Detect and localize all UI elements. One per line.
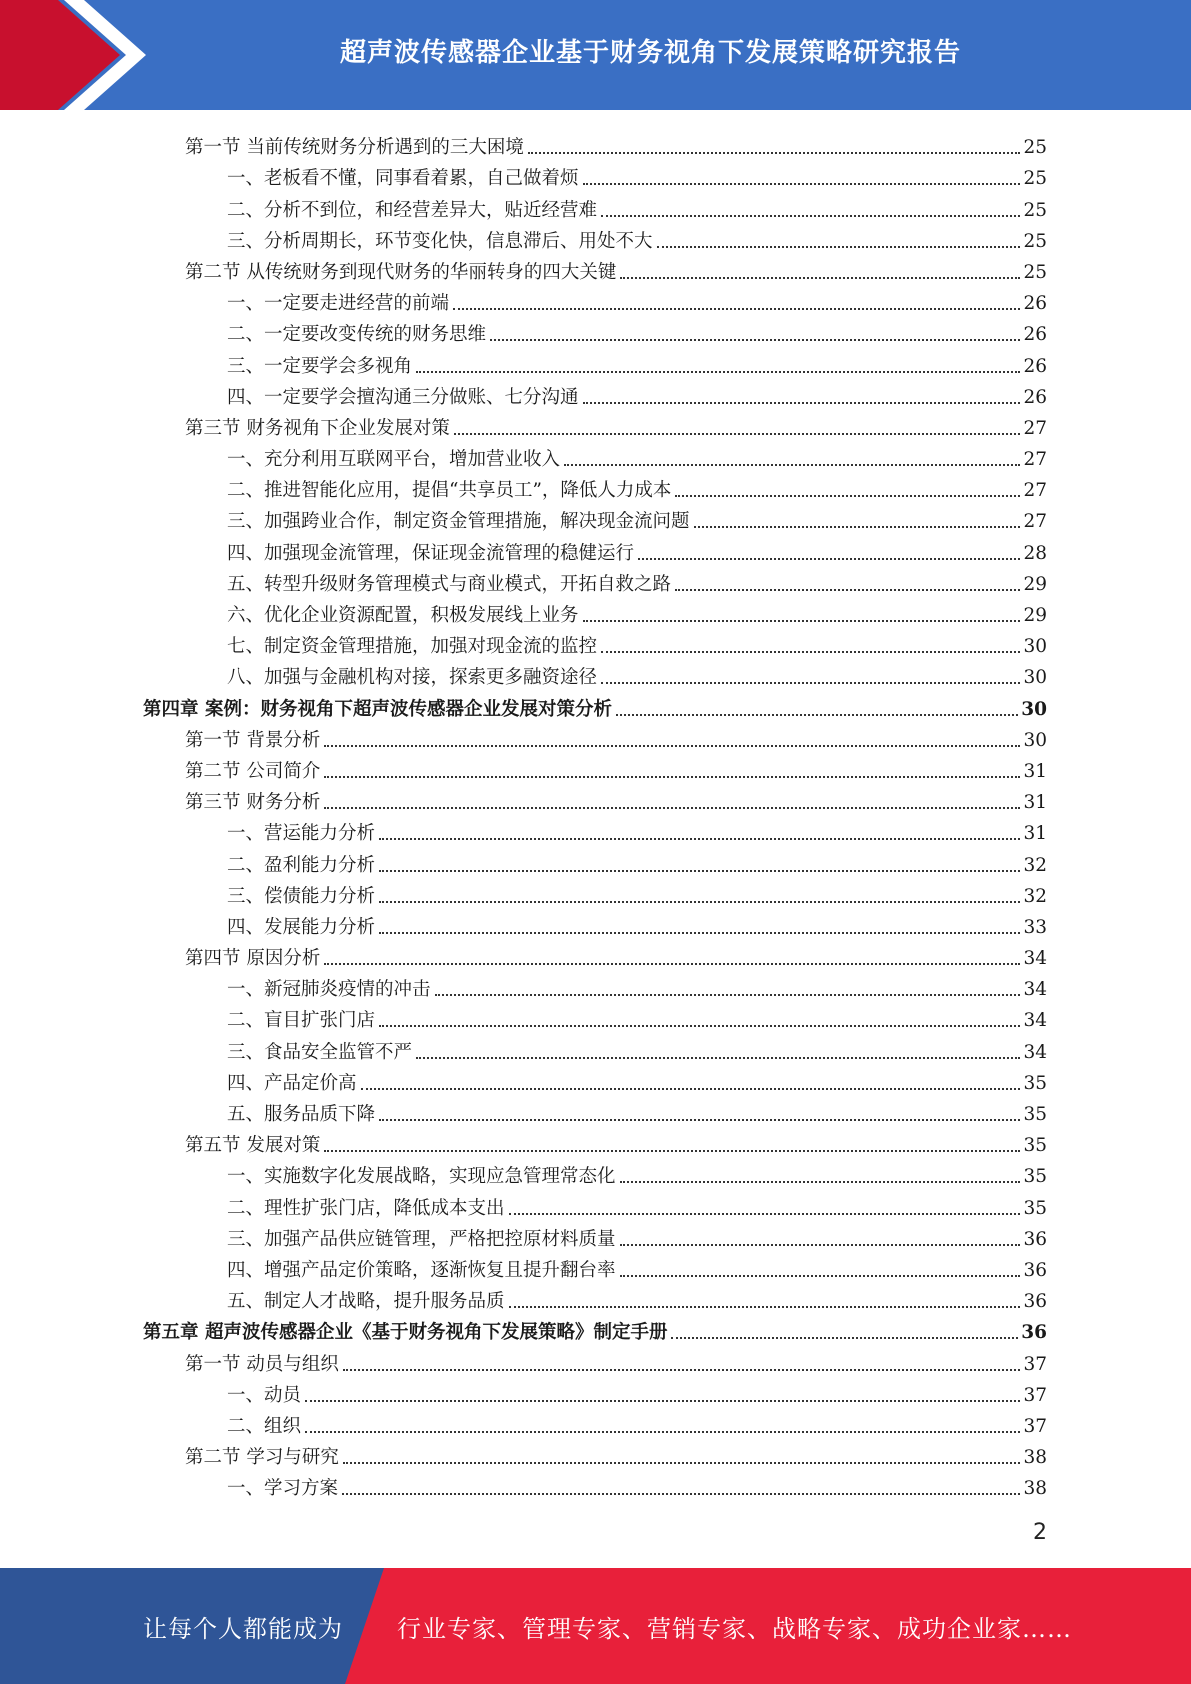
- toc-entry-page: 30: [1023, 636, 1047, 658]
- toc-entry-page: 31: [1023, 760, 1047, 782]
- toc-entry-title: 四、一定要学会擅沟通三分做账、七分沟通: [227, 386, 579, 408]
- toc-entry-title: 二、组织: [227, 1415, 302, 1437]
- toc-subsection-entry[interactable]: [143, 471, 1047, 502]
- toc-dot-leader: [342, 1493, 1020, 1495]
- toc-entry-title: 七、制定资金管理措施，加强对现金流的监控: [227, 636, 598, 658]
- toc-entry-title: 三、一定要学会多视角: [227, 355, 413, 377]
- toc-dot-leader: [490, 339, 1020, 341]
- toc-dot-leader: [583, 620, 1021, 622]
- toc-dot-leader: [379, 838, 1020, 840]
- toc-subsection-entry[interactable]: [143, 1188, 1047, 1219]
- toc-subsection-entry[interactable]: [143, 596, 1047, 627]
- toc-entry-page: 30: [1023, 667, 1047, 689]
- toc-entry-page: 28: [1023, 542, 1047, 564]
- toc-entry-title: 一、新冠肺炎疫情的冲击: [227, 979, 431, 1001]
- toc-section-entry[interactable]: [143, 1438, 1047, 1469]
- toc-entry-title: 三、食品安全监管不严: [227, 1041, 413, 1063]
- toc-entry-title: 三、偿债能力分析: [227, 885, 376, 907]
- toc-entry-title: 第二节 学习与研究: [185, 1447, 339, 1469]
- toc-dot-leader: [453, 308, 1020, 310]
- toc-dot-leader: [416, 371, 1020, 373]
- toc-entry-page: 29: [1023, 573, 1047, 595]
- toc-dot-leader: [620, 1275, 1021, 1277]
- toc-entry-page: 26: [1023, 386, 1047, 408]
- header-arrow-decoration: [0, 0, 160, 110]
- toc-entry-page: 35: [1023, 1166, 1047, 1188]
- toc-entry-title: 二、盈利能力分析: [227, 854, 376, 876]
- toc-entry-page: 37: [1023, 1415, 1047, 1437]
- toc-subsection-entry[interactable]: [143, 533, 1047, 564]
- toc-dot-leader: [379, 901, 1020, 903]
- toc-entry-page: 30: [1021, 698, 1047, 720]
- toc-section-entry[interactable]: [143, 1344, 1047, 1375]
- toc-dot-leader: [620, 1244, 1021, 1246]
- toc-subsection-entry[interactable]: [143, 1282, 1047, 1313]
- toc-dot-leader: [361, 1088, 1021, 1090]
- toc-subsection-entry[interactable]: [143, 1469, 1047, 1500]
- toc-subsection-entry[interactable]: [143, 658, 1047, 689]
- toc-entry-page: 25: [1023, 168, 1047, 190]
- toc-entry-title: 四、增强产品定价策略，逐渐恢复且提升翻台率: [227, 1259, 616, 1281]
- toc-entry-page: 27: [1023, 480, 1047, 502]
- toc-subsection-entry[interactable]: [143, 440, 1047, 471]
- toc-subsection-entry[interactable]: [143, 627, 1047, 658]
- toc-subsection-entry[interactable]: [143, 502, 1047, 533]
- toc-subsection-entry[interactable]: [143, 1095, 1047, 1126]
- toc-entry-title: 二、一定要改变传统的财务思维: [227, 324, 487, 346]
- toc-entry-page: 34: [1023, 1041, 1047, 1063]
- toc-entry-page: 36: [1021, 1322, 1047, 1344]
- toc-dot-leader: [435, 994, 1021, 996]
- toc-dot-leader: [601, 651, 1020, 653]
- toc-section-entry[interactable]: [143, 752, 1047, 783]
- toc-dot-leader: [379, 1119, 1020, 1121]
- toc-dot-leader: [616, 714, 1018, 716]
- toc-entry-page: 25: [1023, 137, 1047, 159]
- toc-subsection-entry[interactable]: [143, 970, 1047, 1001]
- toc-subsection-entry[interactable]: [143, 1157, 1047, 1188]
- toc-entry-page: 33: [1023, 916, 1047, 938]
- toc-entry-page: 30: [1023, 729, 1047, 751]
- toc-entry-title: 四、产品定价高: [227, 1072, 357, 1094]
- toc-dot-leader: [379, 870, 1020, 872]
- toc-dot-leader: [583, 402, 1021, 404]
- toc-entry-title: 一、实施数字化发展战略，实现应急管理常态化: [227, 1166, 616, 1188]
- toc-dot-leader: [638, 558, 1020, 560]
- toc-dot-leader: [343, 1462, 1021, 1464]
- toc-entry-title: 五、服务品质下降: [227, 1104, 376, 1125]
- toc-dot-leader: [324, 776, 1020, 778]
- header-banner: [0, 0, 1191, 110]
- toc-entry-page: 37: [1023, 1384, 1047, 1406]
- toc-entry-page: 38: [1023, 1447, 1047, 1469]
- toc-dot-leader: [657, 246, 1021, 248]
- toc-entry-page: 27: [1023, 511, 1047, 533]
- toc-entry-title: 二、分析不到位，和经营差异大，贴近经营难: [227, 199, 598, 221]
- toc-dot-leader: [620, 277, 1020, 279]
- toc-chapter-entry[interactable]: [143, 689, 1047, 720]
- toc-subsection-entry[interactable]: [143, 1407, 1047, 1438]
- toc-entry-title: 第三节 财务分析: [185, 792, 321, 814]
- toc-entry-page: 25: [1023, 230, 1047, 252]
- toc-entry-page: 35: [1023, 1135, 1047, 1157]
- toc-section-entry[interactable]: [143, 721, 1047, 752]
- toc-entry-title: 一、一定要走进经营的前端: [227, 293, 450, 315]
- toc-entry-title: 第一节 动员与组织: [185, 1353, 339, 1375]
- toc-subsection-entry[interactable]: [143, 1220, 1047, 1251]
- toc-entry-title: 六、优化企业资源配置，积极发展线上业务: [227, 605, 579, 626]
- toc-entry-page: 35: [1023, 1197, 1047, 1219]
- toc-section-entry[interactable]: [143, 939, 1047, 970]
- toc-entry-title: 第二节 从传统财务到现代财务的华丽转身的四大关键: [185, 261, 617, 283]
- toc-subsection-entry[interactable]: [143, 315, 1047, 346]
- table-of-contents: [143, 128, 1047, 1500]
- toc-dot-leader: [324, 963, 1020, 965]
- toc-subsection-entry[interactable]: [143, 814, 1047, 845]
- toc-subsection-entry[interactable]: [143, 346, 1047, 377]
- toc-subsection-entry[interactable]: [143, 1032, 1047, 1063]
- toc-dot-leader: [454, 433, 1021, 435]
- toc-entry-page: 31: [1023, 792, 1047, 814]
- toc-entry-title: 二、理性扩张门店，降低成本支出: [227, 1197, 505, 1219]
- toc-subsection-entry[interactable]: [143, 908, 1047, 939]
- toc-entry-title: 五、转型升级财务管理模式与商业模式，开拓自救之路: [227, 573, 672, 595]
- toc-dot-leader: [343, 1369, 1021, 1371]
- toc-entry-title: 五、制定人才战略，提升服务品质: [227, 1291, 505, 1313]
- toc-dot-leader: [324, 745, 1020, 747]
- toc-subsection-entry[interactable]: [143, 159, 1047, 190]
- toc-entry-page: 26: [1023, 293, 1047, 315]
- footer-slogan-left: 让每个人都能成为: [143, 1614, 343, 1643]
- toc-entry-title: 一、动员: [227, 1384, 302, 1406]
- toc-subsection-entry[interactable]: [143, 284, 1047, 315]
- toc-entry-title: 第二节 公司简介: [185, 760, 321, 782]
- toc-dot-leader: [528, 152, 1021, 154]
- toc-section-entry[interactable]: [143, 783, 1047, 814]
- toc-entry-page: 35: [1023, 1072, 1047, 1094]
- toc-subsection-entry[interactable]: [143, 565, 1047, 596]
- toc-entry-page: 36: [1023, 1228, 1047, 1250]
- toc-dot-leader: [324, 1150, 1020, 1152]
- toc-entry-title: 第一节 当前传统财务分析遇到的三大困境: [185, 137, 524, 159]
- toc-entry-title: 二、推进智能化应用，提倡“共享员工”，降低人力成本: [227, 480, 672, 502]
- toc-entry-title: 一、充分利用互联网平台，增加营业收入: [227, 449, 561, 471]
- toc-subsection-entry[interactable]: [143, 1376, 1047, 1407]
- toc-entry-title: 四、发展能力分析: [227, 916, 376, 938]
- toc-entry-page: 37: [1023, 1353, 1047, 1375]
- toc-dot-leader: [675, 589, 1020, 591]
- toc-dot-leader: [379, 1025, 1020, 1027]
- toc-dot-leader: [620, 1181, 1021, 1183]
- toc-entry-page: 38: [1023, 1478, 1047, 1500]
- toc-entry-title: 三、加强跨业合作，制定资金管理措施，解决现金流问题: [227, 511, 690, 533]
- toc-entry-page: 26: [1023, 355, 1047, 377]
- toc-subsection-entry[interactable]: [143, 378, 1047, 409]
- toc-entry-page: 27: [1023, 449, 1047, 471]
- toc-entry-page: 34: [1023, 948, 1047, 970]
- toc-subsection-entry[interactable]: [143, 222, 1047, 253]
- toc-entry-title: 三、分析周期长，环节变化快，信息滞后、用处不大: [227, 230, 653, 252]
- toc-entry-page: 35: [1023, 1104, 1047, 1125]
- toc-subsection-entry[interactable]: [143, 877, 1047, 908]
- page-number: 2: [1033, 1520, 1047, 1545]
- toc-entry-title: 第一节 背景分析: [185, 729, 321, 751]
- toc-dot-leader: [601, 215, 1020, 217]
- toc-entry-page: 36: [1023, 1291, 1047, 1313]
- toc-subsection-entry[interactable]: [143, 190, 1047, 221]
- toc-dot-leader: [416, 1057, 1020, 1059]
- toc-entry-title: 第五节 发展对策: [185, 1135, 321, 1157]
- toc-entry-page: 27: [1023, 417, 1047, 439]
- document-title: 超声波传感器企业基于财务视角下发展策略研究报告: [339, 37, 961, 68]
- toc-entry-page: 32: [1023, 885, 1047, 907]
- toc-dot-leader: [694, 526, 1021, 528]
- toc-entry-title: 第五章 超声波传感器企业《基于财务视角下发展策略》制定手册: [143, 1322, 668, 1344]
- toc-dot-leader: [564, 464, 1020, 466]
- toc-entry-page: 34: [1023, 1010, 1047, 1032]
- footer-slogan-right: 行业专家、管理专家、营销专家、战略专家、成功企业家……: [397, 1614, 1072, 1643]
- toc-dot-leader: [379, 932, 1020, 934]
- toc-section-entry[interactable]: [143, 1126, 1047, 1157]
- toc-dot-leader: [305, 1431, 1020, 1433]
- toc-dot-leader: [671, 1337, 1018, 1339]
- toc-subsection-entry[interactable]: [143, 845, 1047, 876]
- toc-entry-title: 三、加强产品供应链管理，严格把控原材料质量: [227, 1228, 616, 1250]
- toc-dot-leader: [509, 1213, 1021, 1215]
- footer-banner: [0, 1568, 1191, 1684]
- toc-entry-title: 第三节 财务视角下企业发展对策: [185, 417, 450, 439]
- toc-entry-page: 34: [1023, 979, 1047, 1001]
- toc-dot-leader: [305, 1400, 1020, 1402]
- toc-entry-title: 四、加强现金流管理，保证现金流管理的稳健运行: [227, 542, 635, 564]
- toc-entry-page: 25: [1023, 199, 1047, 221]
- toc-entry-page: 29: [1023, 605, 1047, 626]
- toc-entry-title: 第四节 原因分析: [185, 948, 321, 970]
- toc-dot-leader: [583, 183, 1021, 185]
- toc-dot-leader: [601, 682, 1020, 684]
- toc-subsection-entry[interactable]: [143, 1251, 1047, 1282]
- toc-entry-page: 26: [1023, 324, 1047, 346]
- toc-entry-title: 八、加强与金融机构对接，探索更多融资途径: [227, 667, 598, 689]
- toc-subsection-entry[interactable]: [143, 1001, 1047, 1032]
- toc-dot-leader: [675, 495, 1020, 497]
- toc-section-entry[interactable]: [143, 253, 1047, 284]
- toc-chapter-entry[interactable]: [143, 1313, 1047, 1344]
- toc-subsection-entry[interactable]: [143, 1064, 1047, 1095]
- toc-entry-title: 二、盲目扩张门店: [227, 1010, 376, 1032]
- toc-entry-page: 32: [1023, 854, 1047, 876]
- toc-section-entry[interactable]: [143, 128, 1047, 159]
- toc-entry-title: 一、老板看不懂，同事看着累，自己做着烦: [227, 168, 579, 190]
- toc-entry-title: 第四章 案例：财务视角下超声波传感器企业发展对策分析: [143, 698, 612, 720]
- toc-entry-title: 一、学习方案: [227, 1478, 339, 1500]
- toc-dot-leader: [509, 1306, 1021, 1308]
- toc-entry-page: 36: [1023, 1259, 1047, 1281]
- toc-section-entry[interactable]: [143, 409, 1047, 440]
- toc-entry-page: 31: [1023, 823, 1047, 845]
- toc-entry-title: 一、营运能力分析: [227, 823, 376, 845]
- toc-entry-page: 25: [1023, 261, 1047, 283]
- toc-dot-leader: [324, 807, 1020, 809]
